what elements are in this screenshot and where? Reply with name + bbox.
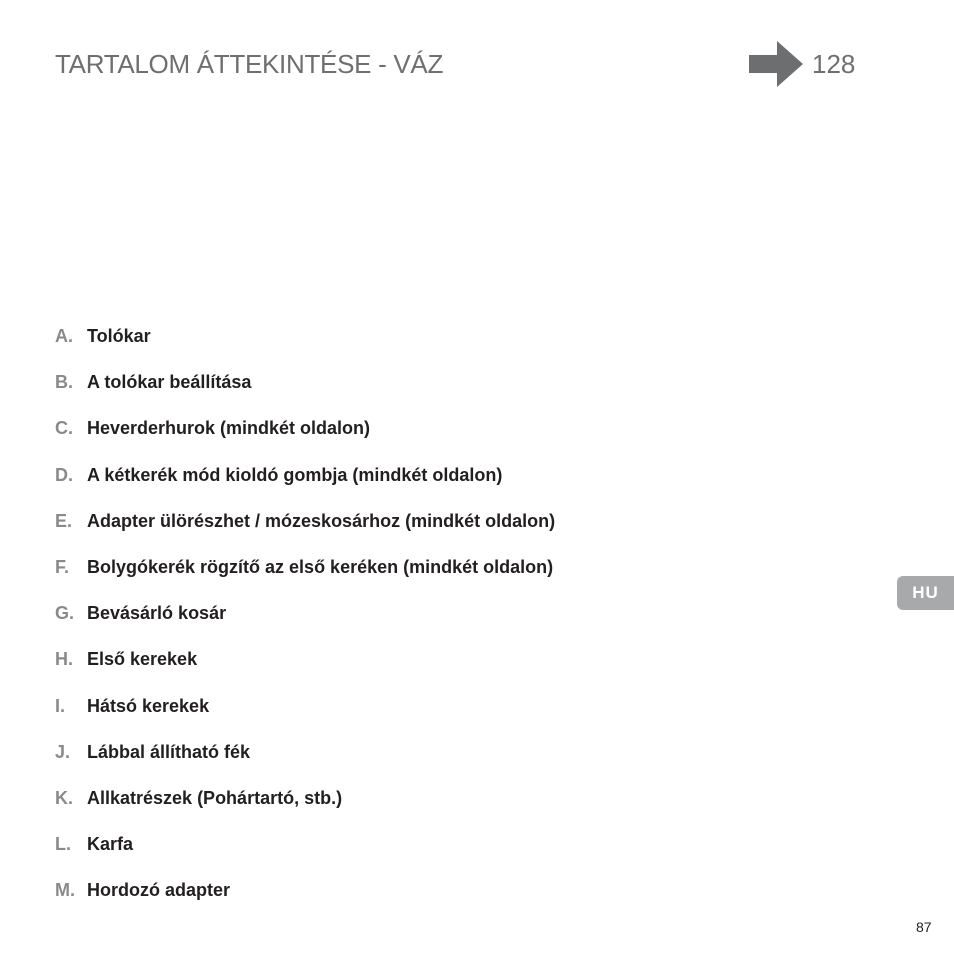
- list-item: [55, 603, 555, 649]
- part-letter: F.: [55, 556, 70, 577]
- list-item: [55, 788, 555, 834]
- list-item: [55, 557, 555, 603]
- part-name: Bevásárló kosár: [87, 603, 227, 624]
- list-item: [55, 326, 555, 372]
- part-name: A tolókar beállítása: [87, 372, 252, 393]
- list-item: [55, 880, 555, 926]
- list-item: [55, 418, 555, 464]
- part-letter: D.: [55, 464, 73, 485]
- part-name: Lábbal állítható fék: [87, 741, 251, 762]
- list-item: [55, 511, 555, 557]
- part-letter: K.: [55, 787, 73, 808]
- part-name: Bolygókerék rögzítő az első keréken (mindkét oldalon): [87, 556, 554, 577]
- arrow-right-icon: [749, 41, 803, 87]
- part-name: Heverderhurok (mindkét oldalon): [87, 418, 371, 439]
- list-item: [55, 649, 555, 695]
- part-letter: J.: [55, 741, 71, 762]
- part-name: Karfa: [87, 834, 134, 855]
- list-item: [55, 834, 555, 880]
- part-name: Első kerekek: [87, 649, 198, 670]
- part-letter: M.: [55, 880, 75, 901]
- part-name: Adapter ülörészhet / mózeskosárhoz (mindkét oldalon): [87, 510, 556, 531]
- part-letter: H.: [55, 649, 73, 670]
- page-number: 87: [916, 919, 932, 935]
- part-name: A kétkerék mód kioldó gombja (mindkét oldalon): [87, 464, 503, 485]
- list-item: [55, 372, 555, 418]
- part-letter: G.: [55, 603, 75, 624]
- language-tab[interactable]: HU: [897, 576, 954, 610]
- part-name: Hordozó adapter: [87, 880, 231, 901]
- part-letter: A.: [55, 326, 73, 346]
- part-name: Allkatrészek (Pohártartó, stb.): [87, 787, 343, 808]
- part-letter: C.: [55, 418, 73, 439]
- reference-page-number: 128: [812, 49, 856, 79]
- part-letter: I.: [55, 695, 66, 716]
- part-letter: L.: [55, 834, 71, 855]
- part-letter: B.: [55, 372, 73, 393]
- part-name: Tolókar: [87, 326, 151, 346]
- list-item: [55, 742, 555, 788]
- page-title: TARTALOM ÁTTEKINTÉSE - VÁZ: [55, 49, 444, 79]
- list-item: [55, 696, 555, 742]
- part-letter: E.: [55, 510, 73, 531]
- list-item: [55, 465, 555, 511]
- part-name: Hátsó kerekek: [87, 695, 210, 716]
- parts-list: [55, 326, 555, 926]
